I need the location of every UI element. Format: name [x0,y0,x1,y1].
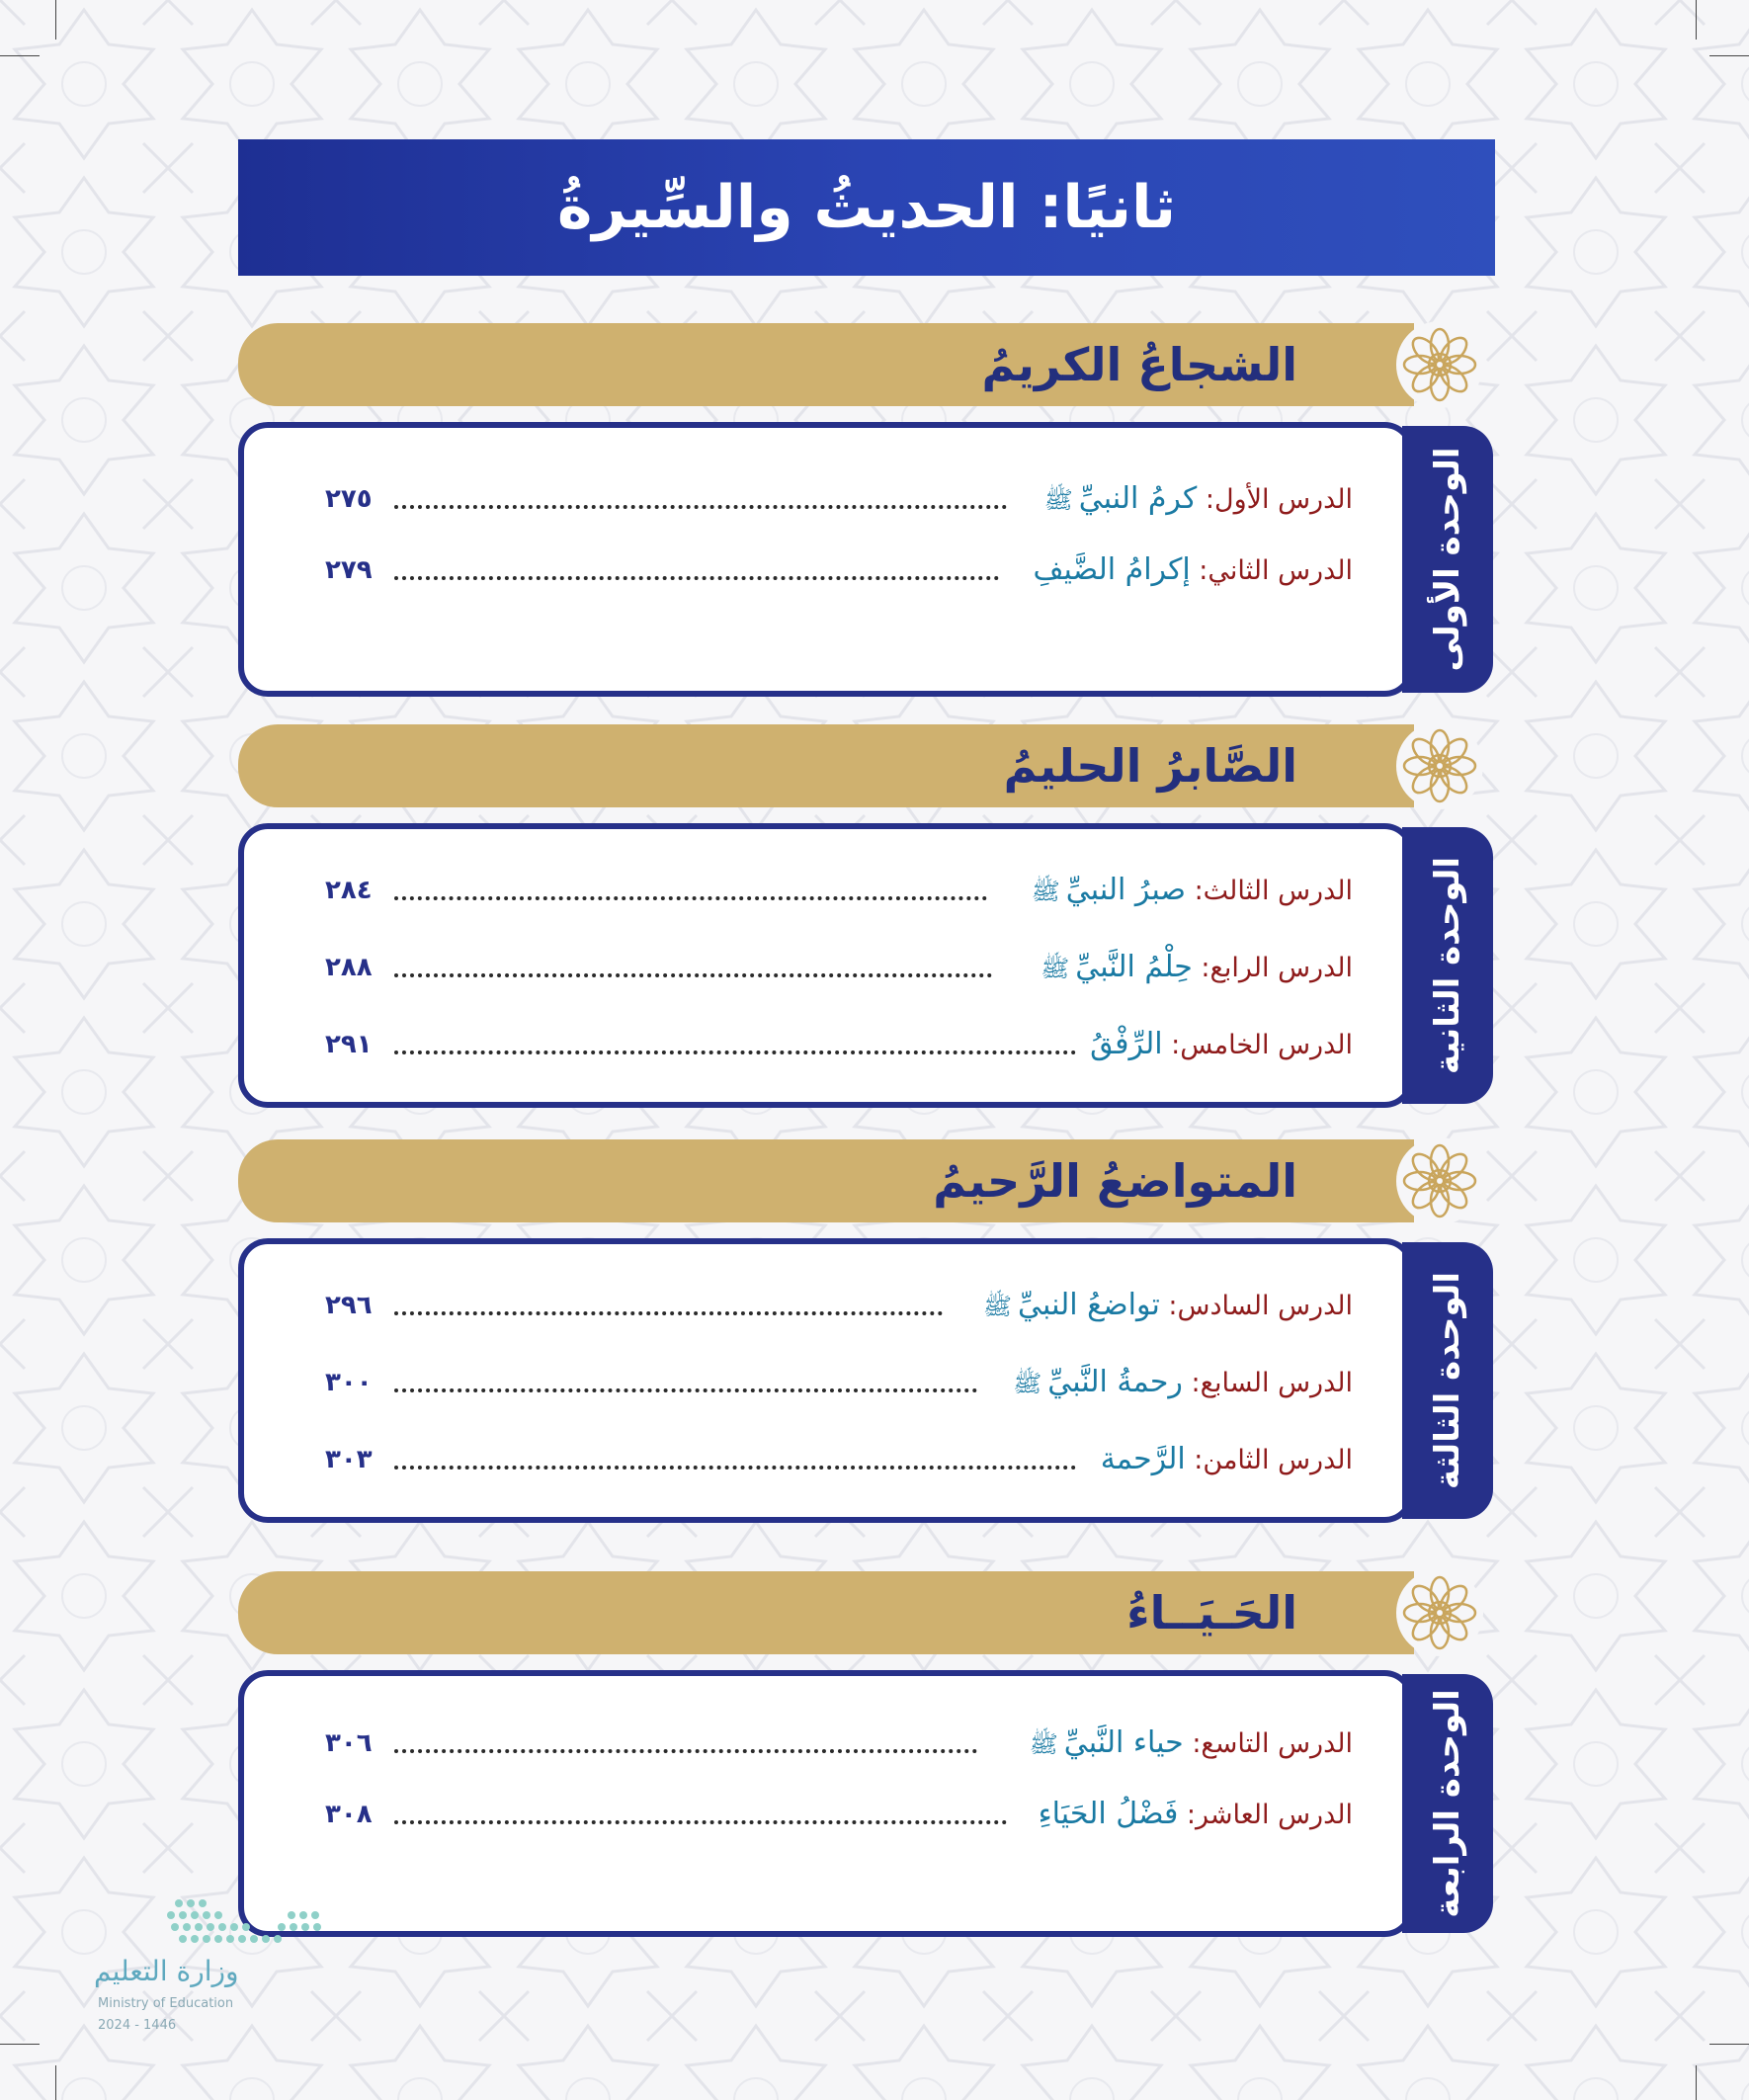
unit-label: الوحدة الثالثة [1428,1271,1467,1490]
page-number: ٢٩١ [325,1030,373,1059]
lesson-name: تواضعُ النبيِّ [1018,1288,1160,1322]
ministry-dots-icon [94,1897,331,1947]
unit-tab [1402,426,1493,693]
unit-title: الحَـيَــاءُ [1126,1586,1297,1639]
lesson-number: الدرس الرابع: [1201,953,1353,983]
lesson-text [1101,1438,1353,1482]
page-number: ٣٠٠ [325,1368,373,1397]
page-number: ٢٩٦ [325,1291,373,1320]
lessons-box [238,422,1414,697]
page-number: ٢٧٩ [325,555,373,585]
lesson-name: الرِّفْقُ [1090,1027,1163,1061]
ministry-logo [94,1897,311,2036]
salawat-mark: ﷺ [1029,1730,1058,1758]
lesson-name: إكرامُ الضَّيفِ [1033,552,1191,587]
salawat-mark: ﷺ [983,1293,1013,1320]
lesson-text [1041,946,1353,990]
crop-mark [0,55,40,56]
lesson-number: الدرس الأول: [1205,484,1353,515]
flower-emblem-icon [1396,1569,1483,1656]
unit-3 [238,1139,1495,1525]
lesson-row[interactable] [325,548,1353,592]
salawat-mark: ﷺ [1043,486,1073,514]
unit-title-bar [238,1571,1414,1654]
lesson-text [983,1284,1353,1328]
crop-mark [0,2044,40,2045]
lesson-name: صبرُ النبيِّ [1065,873,1186,907]
leader-dots [394,1311,943,1315]
page-number: ٢٨٨ [325,953,373,982]
leader-dots [394,1749,977,1753]
salawat-mark: ﷺ [1031,878,1060,905]
lesson-row[interactable] [325,1438,1353,1481]
page-number: ٣٠٨ [325,1800,373,1829]
lesson-row[interactable] [325,1722,1353,1765]
flower-emblem-icon [1396,1137,1483,1224]
lesson-number: الدرس الثالث: [1194,876,1353,906]
lesson-name: رحمةُ النَّبيِّ [1047,1365,1183,1399]
lesson-number: الدرس التاسع: [1192,1728,1353,1759]
unit-title: المتواضعُ الرَّحيمُ [933,1154,1297,1208]
lesson-text [1090,1023,1353,1067]
lesson-text [1030,1722,1353,1766]
page-number: ٢٨٤ [325,876,373,905]
leader-dots [394,1820,1007,1824]
ministry-name-ar: وزارة التعليم [94,1955,239,1987]
crop-mark [1709,55,1749,56]
lesson-row[interactable] [325,477,1353,521]
leader-dots [394,576,999,580]
leader-dots [394,973,992,977]
leader-dots [394,1050,1076,1054]
unit-label: الوحدة الرابعة [1428,1689,1467,1918]
unit-title-bar [238,1139,1414,1222]
lesson-number: الدرس الثامن: [1194,1445,1353,1475]
lesson-name: كرمُ النبيِّ [1078,481,1198,516]
page-number: ٣٠٦ [325,1728,373,1758]
unit-tab [1402,1674,1493,1933]
lessons-box [238,1238,1414,1523]
salawat-mark: ﷺ [1041,955,1070,982]
lesson-number: الدرس السادس: [1168,1291,1353,1321]
lesson-text [1039,1793,1353,1837]
flower-emblem-icon [1396,321,1483,408]
salawat-mark: ﷺ [1013,1370,1042,1397]
page-title: ثانيًا: الحديثُ والسِّيرةُ [556,173,1177,242]
unit-title: الشجاعُ الكريمُ [981,338,1297,391]
unit-4 [238,1571,1495,1947]
lesson-row[interactable] [325,1793,1353,1836]
flower-emblem-icon [1396,722,1483,809]
page-number: ٢٧٥ [325,484,373,514]
lesson-name: الرَّحمة [1100,1442,1186,1476]
lesson-name: فَضْلُ الحَيَاءِ [1038,1797,1179,1831]
crop-mark [55,0,56,40]
lesson-row[interactable] [325,946,1353,989]
unit-title-bar [238,724,1414,807]
unit-2 [238,724,1495,1110]
lesson-number: الدرس السابع: [1191,1368,1353,1398]
lesson-name: حياء النَّبيِّ [1063,1725,1184,1760]
lesson-number: الدرس الخامس: [1171,1030,1353,1060]
lesson-text [1044,477,1353,522]
lesson-name: حِلْمُ النَّبيِّ [1075,950,1193,984]
lessons-box [238,823,1414,1108]
unit-1 [238,323,1495,699]
crop-mark [1709,2044,1749,2045]
lesson-row[interactable] [325,1023,1353,1066]
crop-mark [1696,2065,1697,2100]
crop-mark [1696,0,1697,40]
section-banner [238,139,1495,276]
lesson-number: الدرس العاشر: [1186,1800,1353,1830]
unit-title: الصَّابرُ الحليمُ [1003,739,1297,793]
ministry-name-en: Ministry of Education [98,1996,234,2011]
lesson-row[interactable] [325,1284,1353,1327]
lesson-row[interactable] [325,869,1353,912]
ministry-year: 2024 - 1446 [98,2018,177,2033]
unit-label: الوحدة الأولى [1428,447,1467,672]
lesson-text [1033,548,1353,593]
leader-dots [394,896,987,900]
lesson-row[interactable] [325,1361,1353,1404]
unit-tab [1402,1242,1493,1519]
unit-label: الوحدة الثانية [1428,856,1467,1075]
lesson-number: الدرس الثاني: [1199,555,1353,586]
lessons-box [238,1670,1414,1937]
leader-dots [394,505,1007,509]
lesson-text [1032,869,1353,913]
crop-mark [55,2065,56,2100]
unit-tab [1402,827,1493,1104]
lesson-text [1013,1361,1353,1405]
page-number: ٣٠٣ [325,1445,373,1474]
unit-title-bar [238,323,1414,406]
leader-dots [394,1466,1076,1470]
leader-dots [394,1388,977,1392]
